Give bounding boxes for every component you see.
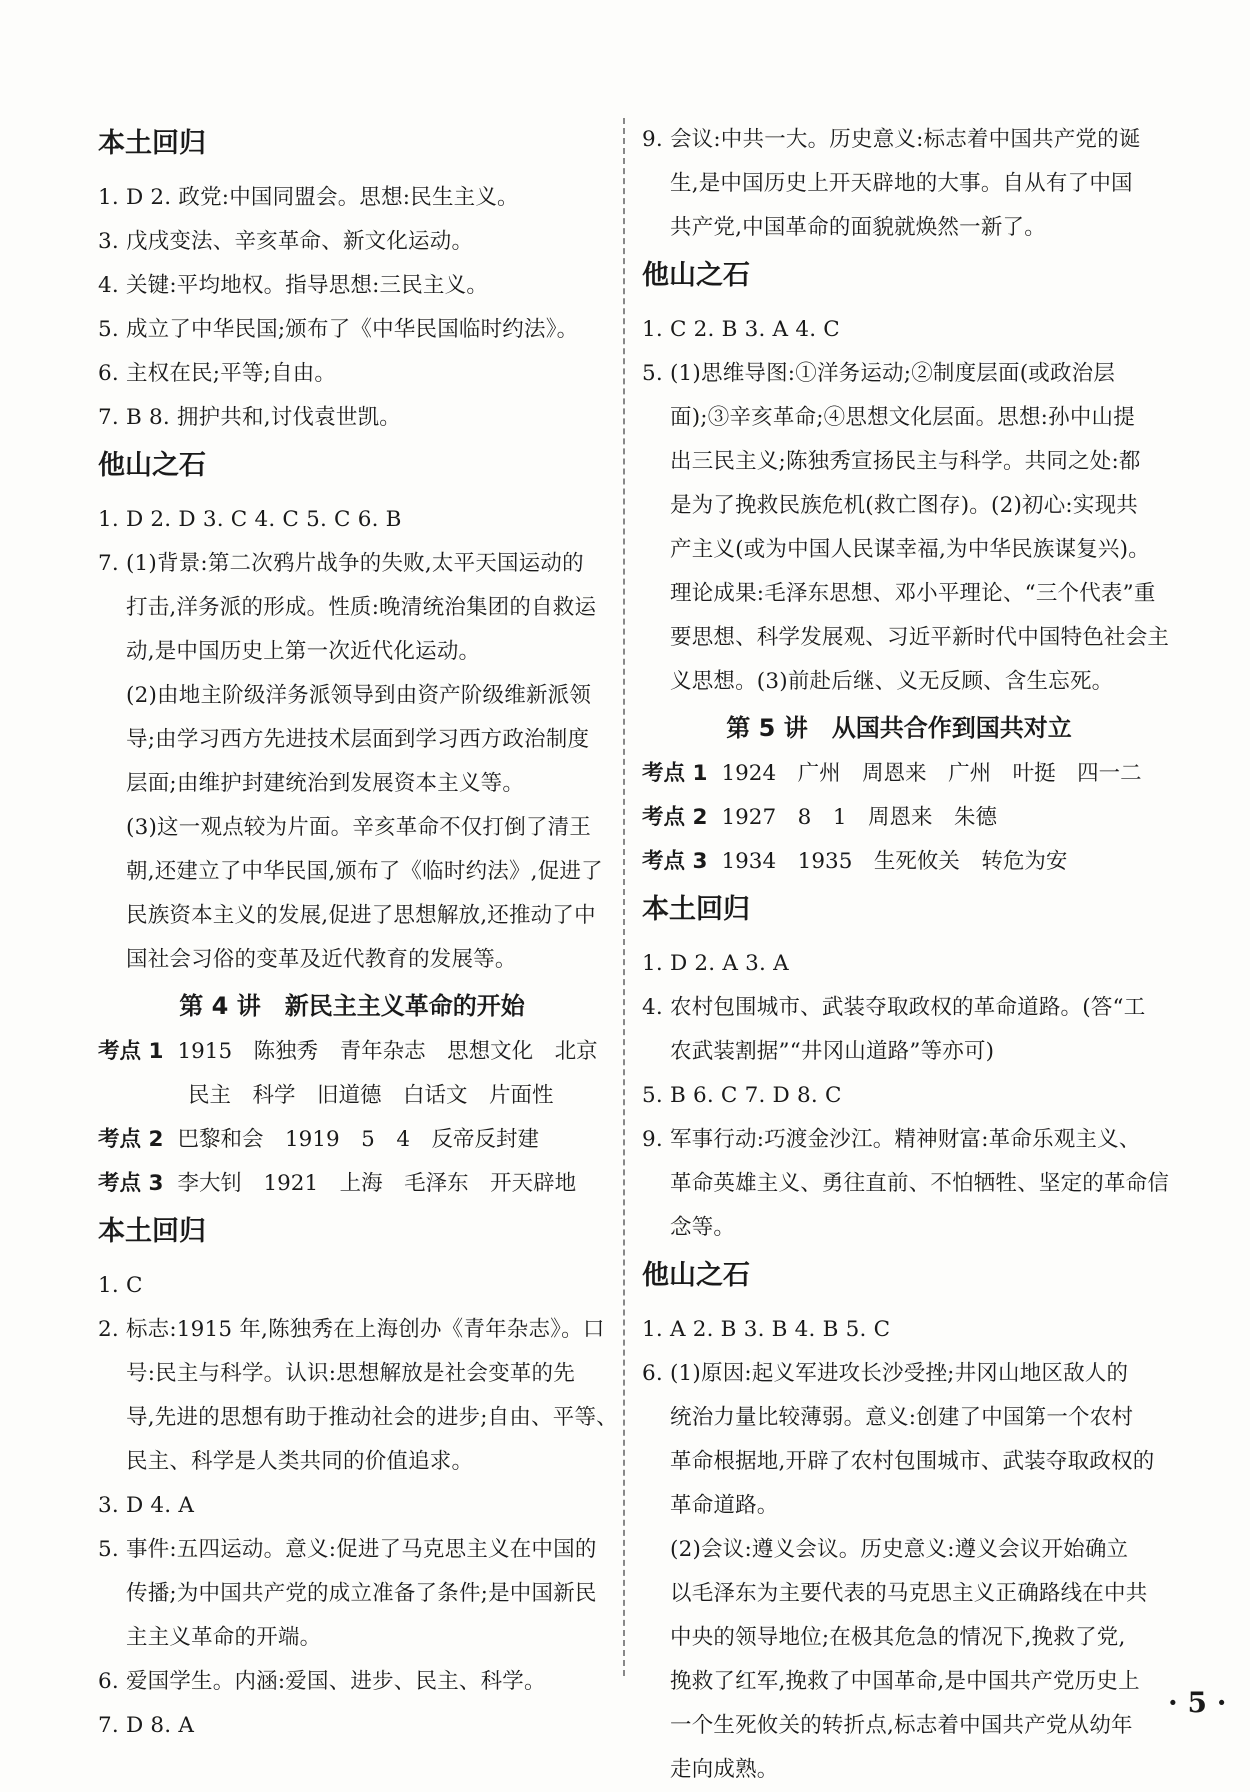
answer-line: 出三民主义;陈独秀宣扬民主与科学。共同之处:都 bbox=[670, 449, 1141, 474]
answer-line: 6. 主权在民;平等;自由。 bbox=[98, 361, 337, 386]
answer-line: 1. A 2. B 3. B 4. B 5. C bbox=[642, 1317, 891, 1342]
answer-line: 革命道路。 bbox=[670, 1493, 779, 1518]
answer-line: 农武装割据”“井冈山道路”等亦可) bbox=[670, 1039, 995, 1064]
key-point-label: 考点 1 bbox=[98, 1039, 164, 1064]
answer-line: 民主、科学是人类共同的价值追求。 bbox=[126, 1449, 474, 1474]
answer-line: 朝,还建立了中华民国,颁布了《临时约法》,促进了 bbox=[126, 859, 603, 884]
answer-line: 5. 成立了中华民国;颁布了《中华民国临时约法》。 bbox=[98, 317, 579, 342]
answer-line: 面);③辛亥革命;④思想文化层面。思想:孙中山提 bbox=[670, 405, 1135, 430]
answer-line: 传播;为中国共产党的成立准备了条件;是中国新民 bbox=[126, 1581, 597, 1606]
answer-line: 理论成果:毛泽东思想、邓小平理论、“三个代表”重 bbox=[670, 581, 1156, 606]
answer-line: 产主义(或为中国人民谋幸福,为中华民族谋复兴)。 bbox=[670, 537, 1150, 562]
key-point-label: 考点 1 bbox=[642, 761, 708, 786]
section-header: 他山之石 bbox=[642, 1260, 750, 1291]
key-point-label: 考点 3 bbox=[642, 849, 708, 874]
answer-line: 3. 戊戌变法、辛亥革命、新文化运动。 bbox=[98, 229, 474, 254]
answer-line: 层面;由维护封建统治到发展资本主义等。 bbox=[126, 771, 525, 796]
answer-line: 6. 爱国学生。内涵:爱国、进步、民主、科学。 bbox=[98, 1669, 546, 1694]
answer-line: 义思想。(3)前赴后继、义无反顾、含生忘死。 bbox=[670, 669, 1114, 694]
answer-line: 是为了挽救民族危机(救亡图存)。(2)初心:实现共 bbox=[670, 493, 1138, 518]
key-point-text: 李大钊 1921 上海 毛泽东 开天辟地 bbox=[177, 1171, 577, 1196]
key-point-label: 考点 2 bbox=[642, 805, 708, 830]
key-point-row bbox=[98, 1030, 606, 1074]
answer-line: 中央的领导地位;在极其危急的情况下,挽救了党, bbox=[670, 1625, 1126, 1650]
lesson-title: 第 4 讲 新民主主义革命的开始 bbox=[179, 992, 525, 1020]
key-point-row bbox=[642, 796, 1156, 840]
answer-line: 9. 军事行动:巧渡金沙江。精神财富:革命乐观主义、 bbox=[642, 1127, 1141, 1152]
answer-line: 共产党,中国革命的面貌就焕然一新了。 bbox=[670, 215, 1046, 240]
answer-line: 要思想、科学发展观、习近平新时代中国特色社会主 bbox=[670, 625, 1170, 650]
section-header: 本土回归 bbox=[98, 128, 206, 159]
key-point-row bbox=[642, 840, 1156, 884]
answer-line: 革命根据地,开辟了农村包围城市、武装夺取政权的 bbox=[670, 1449, 1155, 1474]
answer-line: 5. 事件:五四运动。意义:促进了马克思主义在中国的 bbox=[98, 1537, 597, 1562]
right-column bbox=[642, 118, 1170, 1792]
answer-line: 9. 会议:中共一大。历史意义:标志着中国共产党的诞 bbox=[642, 127, 1141, 152]
answer-line: 1. D 2. 政党:中国同盟会。思想:民生主义。 bbox=[98, 185, 519, 210]
key-point-text: 1934 1935 生死攸关 转危为安 bbox=[721, 849, 1068, 874]
answer-line: 民族资本主义的发展,促进了思想解放,还推动了中 bbox=[126, 903, 596, 928]
key-point-label: 考点 3 bbox=[98, 1171, 164, 1196]
section-header: 本土回归 bbox=[642, 894, 750, 925]
answer-line: (2)会议:遵义会议。历史意义:遵义会议开始确立 bbox=[670, 1537, 1129, 1562]
answer-line: 走向成熟。 bbox=[670, 1757, 779, 1782]
answer-line: 4. 农村包围城市、武装夺取政权的革命道路。(答“工 bbox=[642, 995, 1146, 1020]
answer-line: (3)这一观点较为片面。辛亥革命不仅打倒了清王 bbox=[126, 815, 592, 840]
answer-line: 1. D 2. A 3. A bbox=[642, 951, 789, 976]
column-divider bbox=[623, 118, 625, 1676]
page-number: · 5 · bbox=[1168, 1686, 1227, 1719]
answer-line: 2. 标志:1915 年,陈独秀在上海创办《青年杂志》。口 bbox=[98, 1317, 605, 1342]
answer-line: 5. B 6. C 7. D 8. C bbox=[642, 1083, 842, 1108]
answer-line: 统治力量比较薄弱。意义:创建了中国第一个农村 bbox=[670, 1405, 1134, 1430]
answer-line: 7. (1)背景:第二次鸦片战争的失败,太平天国运动的 bbox=[98, 551, 584, 576]
key-point-text: 1924 广州 周恩来 广州 叶挺 四一二 bbox=[721, 761, 1142, 786]
lesson-title: 第 5 讲 从国共合作到国共对立 bbox=[726, 714, 1072, 742]
answer-line: 打击,洋务派的形成。性质:晚清统治集团的自救运 bbox=[126, 595, 597, 620]
answer-line: 1. C bbox=[98, 1273, 143, 1298]
answer-line: 3. D 4. A bbox=[98, 1493, 195, 1518]
answer-line: 动,是中国历史上第一次近代化运动。 bbox=[126, 639, 481, 664]
key-point-row: 民主 科学 旧道德 白话文 片面性 bbox=[188, 1083, 554, 1108]
answer-line: 念等。 bbox=[670, 1215, 736, 1240]
answer-line: 4. 关键:平均地权。指导思想:三民主义。 bbox=[98, 273, 489, 298]
section-header: 他山之石 bbox=[642, 260, 750, 291]
section-header: 本土回归 bbox=[98, 1216, 206, 1247]
answer-line: 导,先进的思想有助于推动社会的进步;自由、平等、 bbox=[126, 1405, 618, 1430]
answer-line: 生,是中国历史上开天辟地的大事。自从有了中国 bbox=[670, 171, 1133, 196]
answer-line: 挽救了红军,挽救了中国革命,是中国共产党历史上 bbox=[670, 1669, 1140, 1694]
answer-line: 5. (1)思维导图:①洋务运动;②制度层面(或政治层 bbox=[642, 361, 1116, 386]
answer-line: (2)由地主阶级洋务派领导到由资产阶级维新派领 bbox=[126, 683, 592, 708]
answer-line: 号:民主与科学。认识:思想解放是社会变革的先 bbox=[126, 1361, 575, 1386]
answer-line: 1. D 2. D 3. C 4. C 5. C 6. B bbox=[98, 507, 402, 532]
key-point-row bbox=[98, 1162, 606, 1206]
answer-line: 1. C 2. B 3. A 4. C bbox=[642, 317, 840, 342]
answer-line: 7. B 8. 拥护共和,讨伐袁世凯。 bbox=[98, 405, 401, 430]
answer-line: 一个生死攸关的转折点,标志着中国共产党从幼年 bbox=[670, 1713, 1133, 1738]
answer-line: 主主义革命的开端。 bbox=[126, 1625, 322, 1650]
key-point-text: 1915 陈独秀 青年杂志 思想文化 北京 bbox=[177, 1039, 598, 1064]
answer-line: 6. (1)原因:起义军进攻长沙受挫;井冈山地区敌人的 bbox=[642, 1361, 1129, 1386]
key-point-text: 巴黎和会 1919 5 4 反帝反封建 bbox=[177, 1127, 540, 1152]
key-point-row bbox=[98, 1118, 606, 1162]
section-header: 他山之石 bbox=[98, 450, 206, 481]
answer-line: 国社会习俗的变革及近代教育的发展等。 bbox=[126, 947, 517, 972]
answer-line: 7. D 8. A bbox=[98, 1713, 195, 1738]
key-point-label: 考点 2 bbox=[98, 1127, 164, 1152]
answer-line: 以毛泽东为主要代表的马克思主义正确路线在中共 bbox=[670, 1581, 1148, 1606]
answer-line: 导;由学习西方先进技术层面到学习西方政治制度 bbox=[126, 727, 590, 752]
key-point-text: 1927 8 1 周恩来 朱德 bbox=[721, 805, 998, 830]
left-column bbox=[98, 118, 618, 1748]
key-point-row bbox=[642, 752, 1156, 796]
answer-line: 革命英雄主义、勇往直前、不怕牺牲、坚定的革命信 bbox=[670, 1171, 1170, 1196]
